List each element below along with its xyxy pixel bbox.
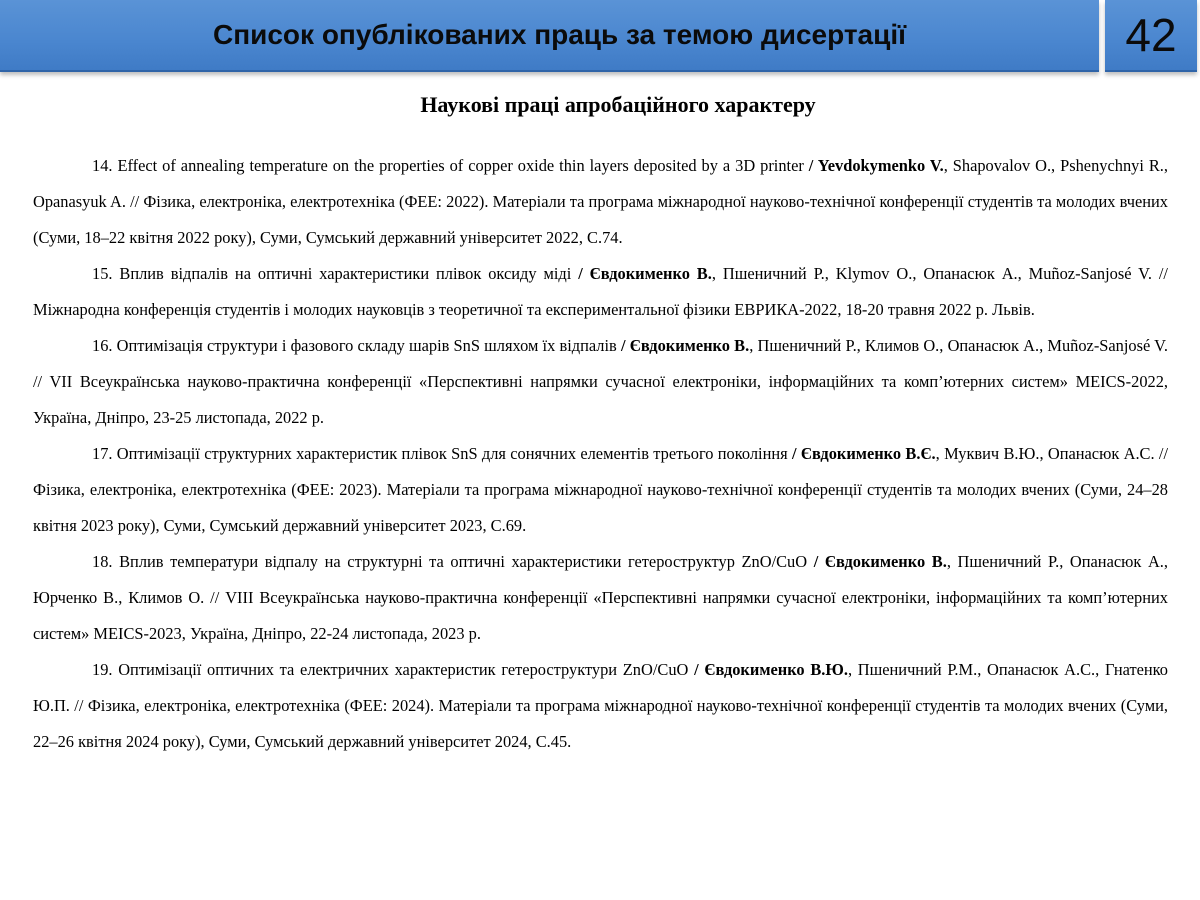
reference-author: / Євдокименко В. bbox=[620, 336, 750, 355]
reference-item bbox=[33, 328, 1168, 436]
reference-text: , Shapovalov O., Pshenychnyi R., Opanasyuk A. // Фізика, електроніка, електротехніка (ФЕЕ: 2022). Матеріали та програма міжнародної науково-технічної конференції студентів та молодих вчених (Суми, 18–22 квітня 2022 року), Суми, Сумський державний університет 2022, С.74. bbox=[33, 156, 1168, 247]
reference-author: / Євдокименко В. bbox=[813, 552, 947, 571]
reference-author: / Yevdokymenko V. bbox=[808, 156, 944, 175]
reference-item bbox=[33, 436, 1168, 544]
reference-item bbox=[33, 544, 1168, 652]
reference-text: 15. Вплив відпалів на оптичні характеристики плівок оксиду міді bbox=[92, 264, 579, 283]
reference-author: / Євдокименко В. bbox=[578, 264, 712, 283]
slide-title-bar bbox=[0, 0, 1099, 72]
reference-text: , Пшеничний Р.М., Опанасюк А.С., Гнатенко Ю.П. // Фізика, електроніка, електротехніка (ФЕЕ: 2024). Матеріали та програма міжнародної науково-технічної конференції студентів та молодих вчених (Суми, 22–26 квітня 2024 року), Суми, Сумський державний університет 2024, С.45. bbox=[33, 660, 1168, 751]
reference-text: 16. Оптимізація структури і фазового складу шарів SnS шляхом їх відпалів bbox=[92, 336, 621, 355]
reference-text: , Пшеничний Р., Klymov O., Опанасюк А., Muñoz-Sanjosé V. // Міжнародна конференція студентів і молодих науковців з теоретичної та експериментальної фізики ЕВРИКА-2022, 18-20 травня 2022 р. Львів. bbox=[33, 264, 1168, 319]
reference-author: / Євдокименко В.Є. bbox=[791, 444, 936, 463]
reference-item bbox=[33, 148, 1168, 256]
reference-text: , Пшеничний Р., Опанасюк А., Юрченко В., Климов О. // VIII Всеукраїнська науково-практична конференції «Перспективні напрямки сучасної електроніки, інформаційних та комп’ютерних систем» MEICS-2023, Україна, Дніпро, 22-24 листопада, 2023 р. bbox=[33, 552, 1168, 643]
slide-title: Список опублікованих праць за темою дисертації bbox=[213, 19, 906, 50]
page-number: 42 bbox=[1125, 9, 1177, 61]
reference-author: / Євдокименко В.Ю. bbox=[694, 660, 848, 679]
reference-text: 19. Оптимізації оптичних та електричних характеристик гетероструктури ZnO/CuO bbox=[92, 660, 695, 679]
reference-text: 14. Effect of annealing temperature on the properties of copper oxide thin layers deposited by a 3D printer bbox=[92, 156, 809, 175]
reference-item bbox=[33, 256, 1168, 328]
reference-text: 17. Оптимізації структурних характеристик плівок SnS для сонячних елементів третього покоління bbox=[92, 444, 792, 463]
reference-text: , Муквич В.Ю., Опанасюк А.С. // Фізика, електроніка, електротехніка (ФЕЕ: 2023). Матеріали та програма міжнародної науково-технічної конференції студентів та молодих вчених (Суми, 24–28 квітня 2023 року), Суми, Сумський державний університет 2023, С.69. bbox=[33, 444, 1168, 535]
reference-text: 18. Вплив температури відпалу на структурні та оптичні характеристики гетероструктур ZnO/CuO bbox=[92, 552, 814, 571]
page-number-box bbox=[1105, 0, 1197, 72]
section-heading: Наукові праці апробаційного характеру bbox=[420, 92, 816, 117]
reference-list bbox=[33, 148, 1168, 760]
reference-text: , Пшеничний Р., Климов О., Опанасюк А., Muñoz-Sanjosé V. // VII Всеукраїнська науково-практична конференції «Перспективні напрямки сучасної електроніки, інформаційних та комп’ютерних систем» MEICS-2022, Україна, Дніпро, 23-25 листопада, 2022 р. bbox=[33, 336, 1168, 427]
reference-item bbox=[33, 652, 1168, 760]
